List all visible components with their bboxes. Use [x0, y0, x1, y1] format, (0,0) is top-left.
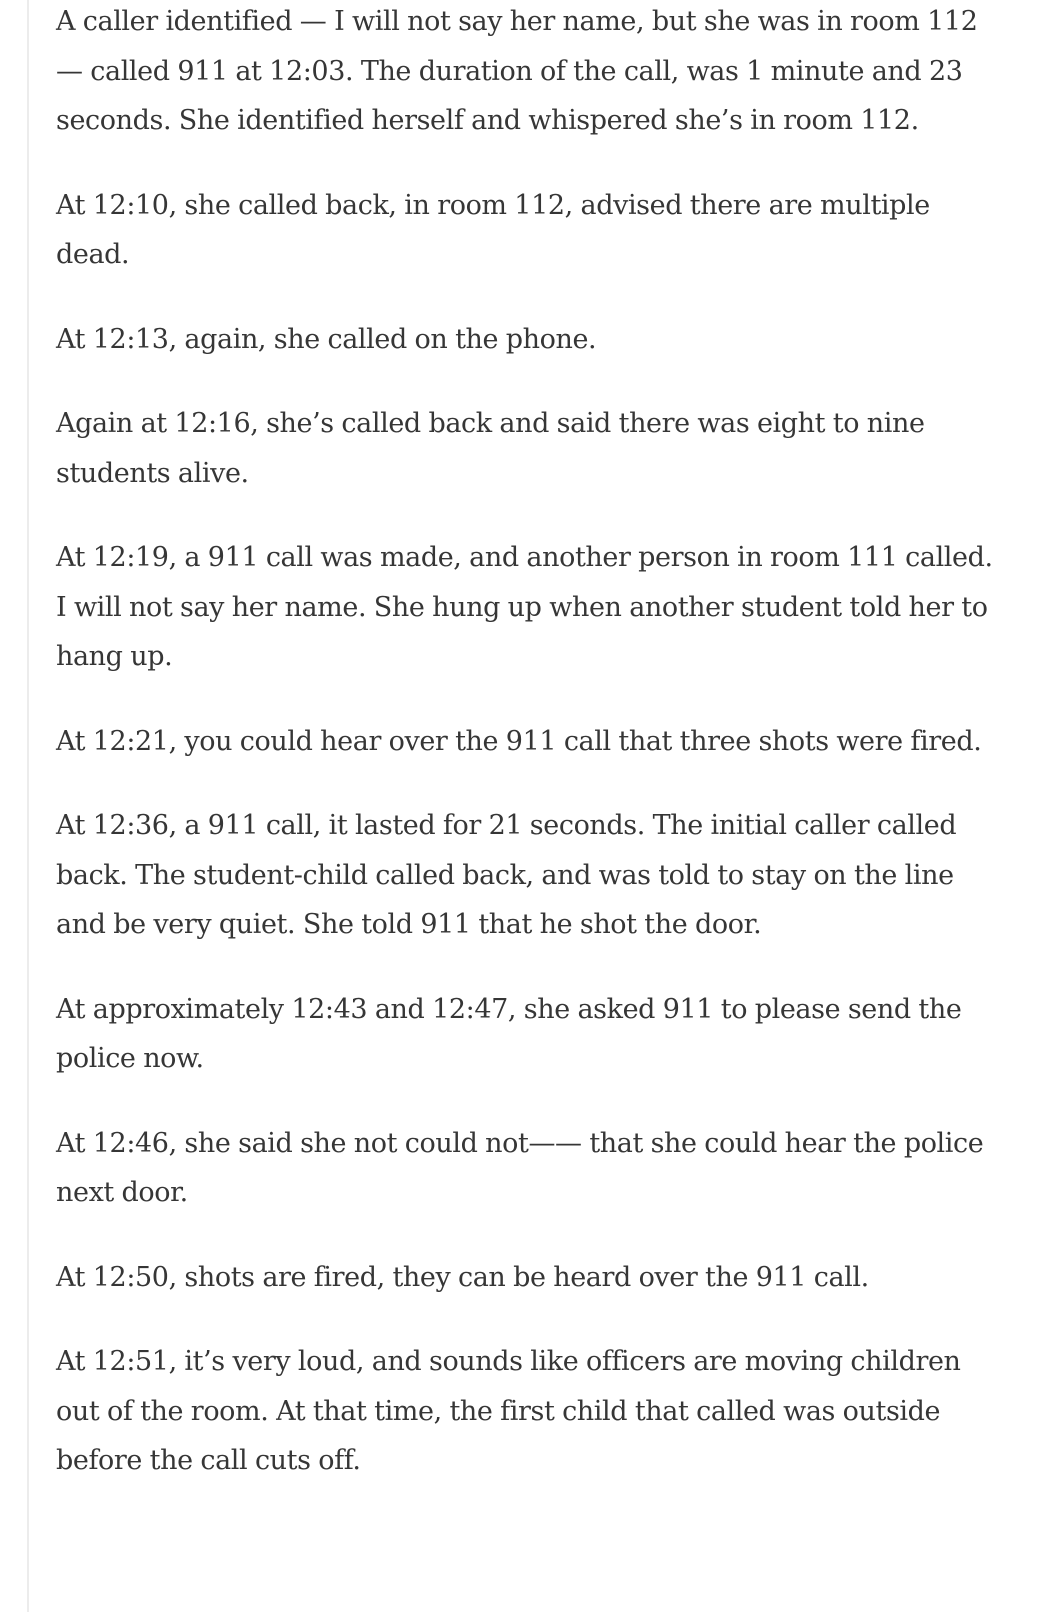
article-paragraph: Again at 12:16, she’s called back and said there was eight to nine students alive. [56, 408, 925, 489]
article-paragraph: At 12:46, she said she not could not—— that she could hear the police next door. [56, 1127, 984, 1208]
article-paragraph: At 12:50, shots are fired, they can be heard over the 911 call. [56, 1261, 869, 1293]
article-paragraph: At 12:19, a 911 call was made, and another person in room 111 called. I will not say her name. She hung up when another student told her to hang up. [56, 542, 993, 672]
article-paragraph: At approximately 12:43 and 12:47, she asked 911 to please send the police now. [56, 993, 962, 1074]
article-paragraph: At 12:36, a 911 call, it lasted for 21 seconds. The initial caller called back. The student-child called back, and was told to stay on the line and be very quiet. She told 911 that he shot the door. [56, 810, 957, 940]
article-paragraph: At 12:13, again, she called on the phone. [56, 323, 597, 355]
article-paragraph: At 12:51, it’s very loud, and sounds like officers are moving children out of the room. At that time, the first child that called was outside before the call cuts off. [56, 1346, 961, 1476]
left-margin-rule [27, 0, 29, 1612]
article-paragraph: A caller identified — I will not say her name, but she was in room 112 — called 911 at 12:03. The duration of the call, was 1 minute and 23 seconds. She identified herself and whispered she’s in room 112. [56, 6, 978, 136]
article-body [56, 0, 996, 1521]
article-paragraph: At 12:10, she called back, in room 112, advised there are multiple dead. [56, 189, 930, 270]
article-paragraph: At 12:21, you could hear over the 911 call that three shots were fired. [56, 725, 982, 757]
